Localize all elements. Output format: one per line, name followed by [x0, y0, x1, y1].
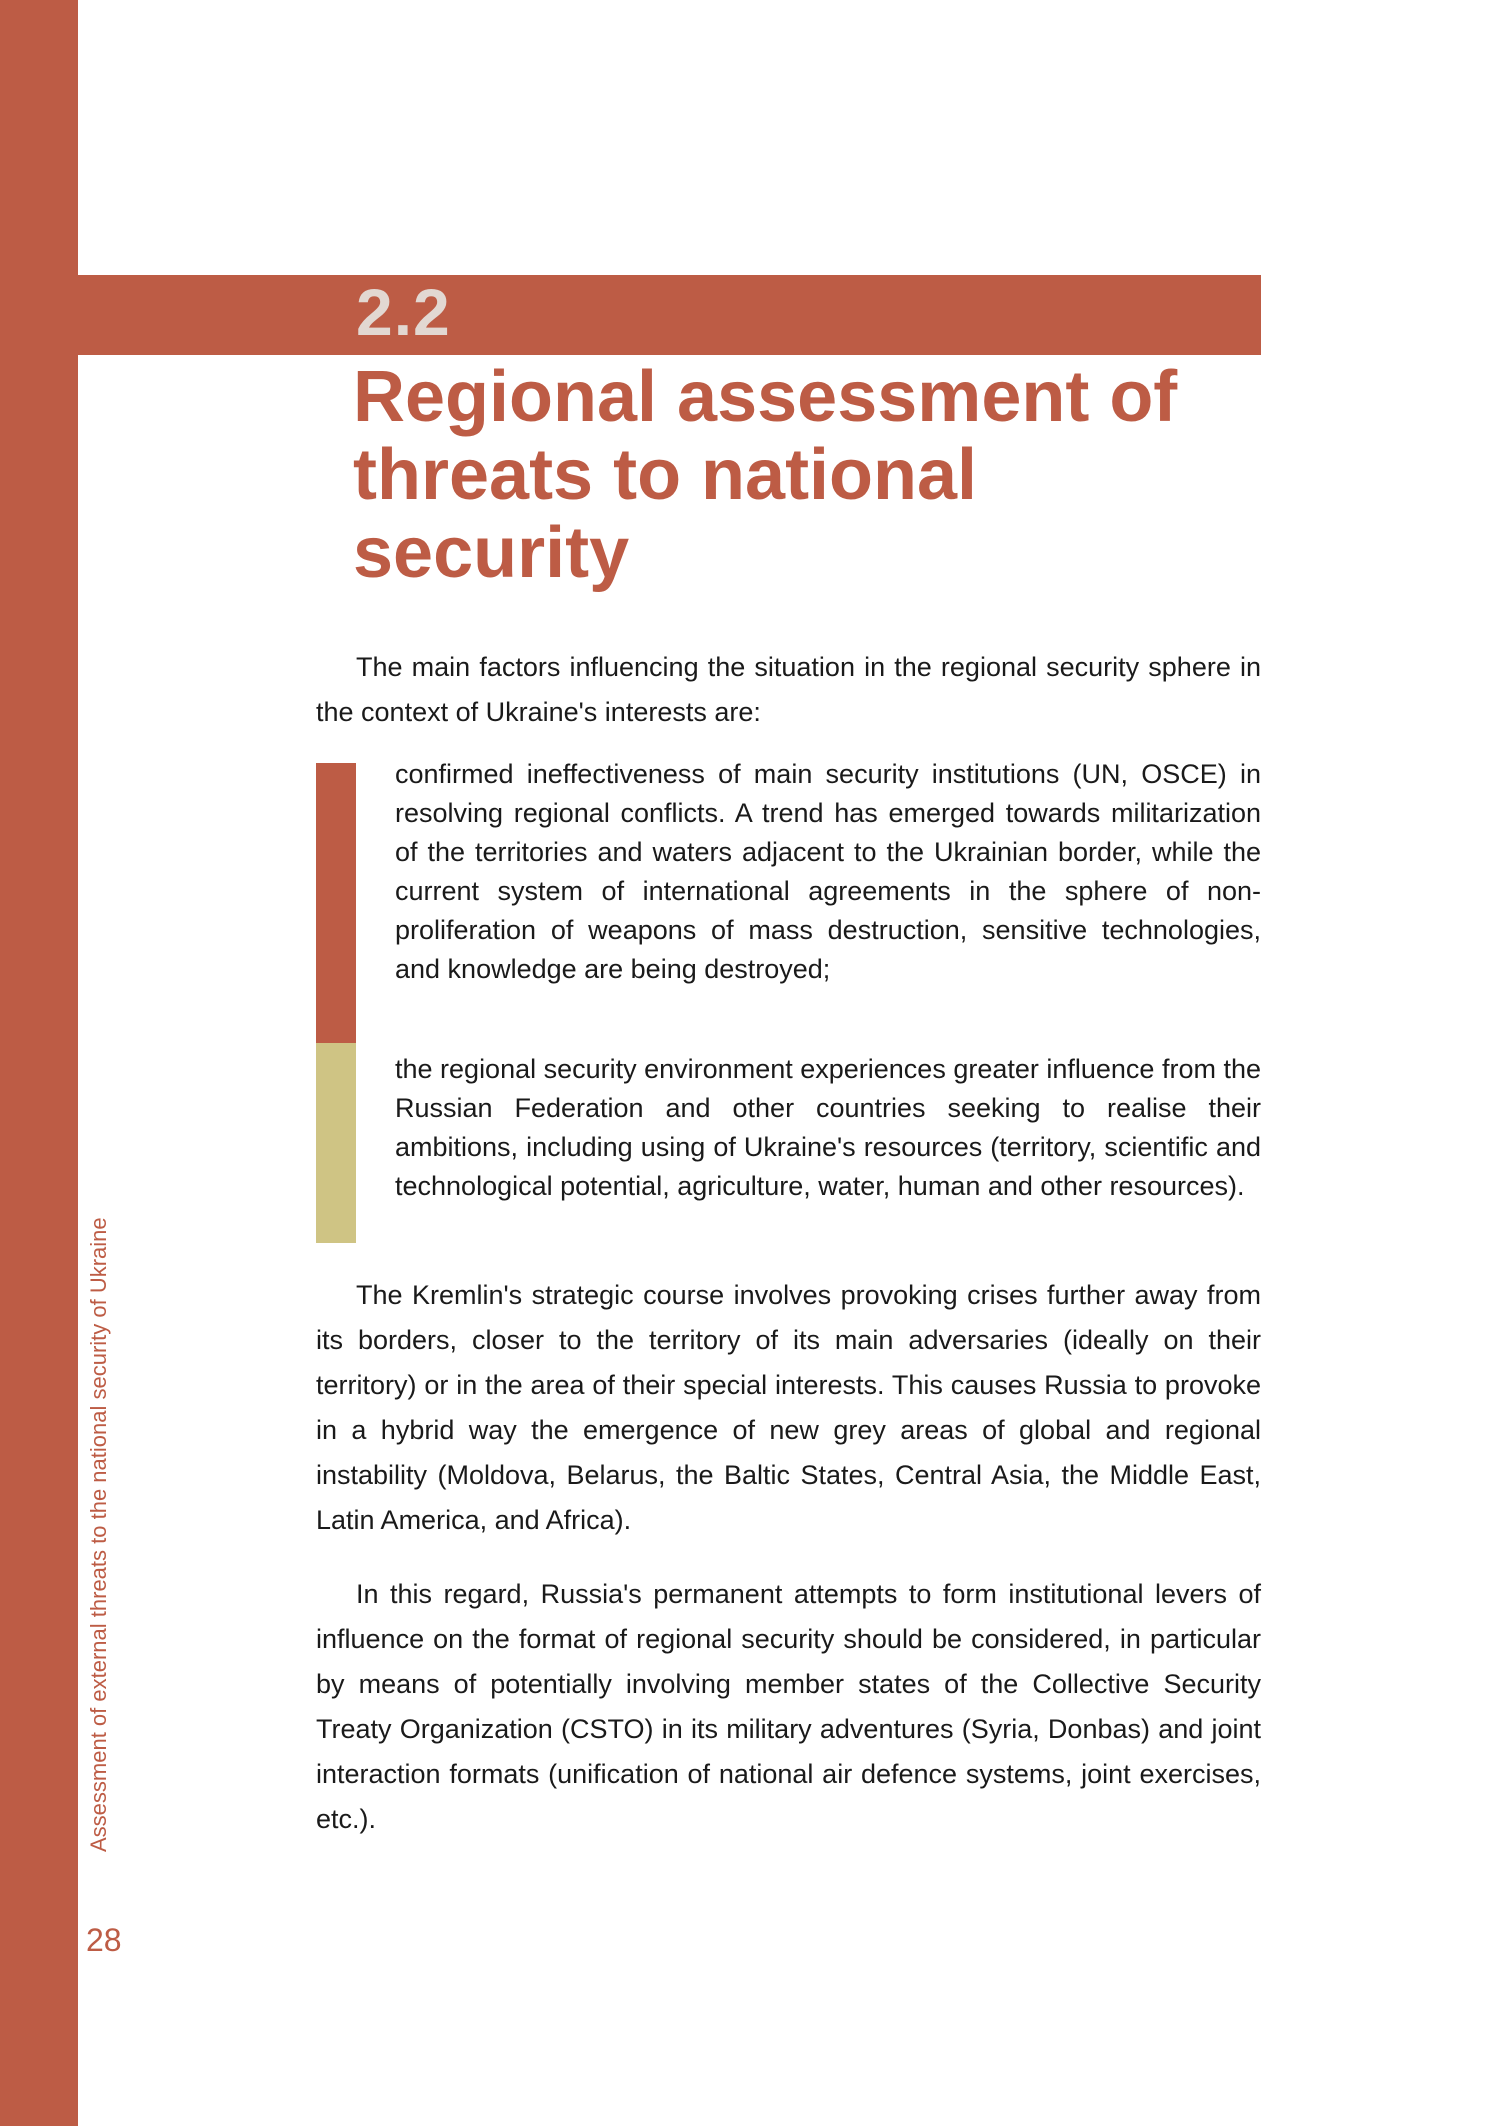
- section-header-band: [78, 275, 1261, 355]
- kremlin-paragraph: The Kremlin's strategic course involves provoking crises further away from its borders, closer to the territory of its main adversaries (ideally on their territory) or in the area of their special interests. This causes Russia to provoke in a hybrid way the emergence of new grey areas of global and regional instability (Moldova, Belarus, the Baltic States, Central Asia, the Middle East, Latin America, and Africa).: [316, 1280, 1261, 1535]
- section-title: Regional assessment of threats to national security: [353, 357, 1178, 593]
- page-number: 28: [86, 1922, 122, 1958]
- bullet-marker-bar-1: [316, 763, 356, 1043]
- levers-paragraph: In this regard, Russia's permanent attempts to form institutional levers of influence on the format of regional security should be considered, in particular by means of potentially involving member states of the Collective Security Treaty Organization (CSTO) in its military adventures (Syria, Donbas) and joint interaction formats (unification of national air defence systems, joint exercises, etc.).: [316, 1579, 1261, 1834]
- bullet-item-2: the regional security environment experiences greater influence from the Russian Federation and other countries seeking to realise their ambitions, including using of Ukraine's resources (territory, scientific and technological potential, agriculture, water, human and other resources).: [395, 1054, 1261, 1201]
- side-color-bar: [0, 0, 78, 2126]
- running-head: Assessment of external threats to the national security of Ukraine: [86, 1217, 111, 1852]
- bullet-marker-bar-2: [316, 1043, 356, 1243]
- bullet-item-1: confirmed ineffectiveness of main security institutions (UN, OSCE) in resolving regional conflicts. A trend has emerged towards militarization of the territories and waters adjacent to the Ukrainian border, while the current system of international agreements in the sphere of non-proliferation of weapons of mass destruction, sensitive technologies, and knowledge are being destroyed;: [395, 759, 1261, 984]
- section-number: 2.2: [356, 275, 451, 349]
- intro-paragraph: The main factors influencing the situation in the regional security sphere in the context of Ukraine's interests are:: [316, 652, 1261, 727]
